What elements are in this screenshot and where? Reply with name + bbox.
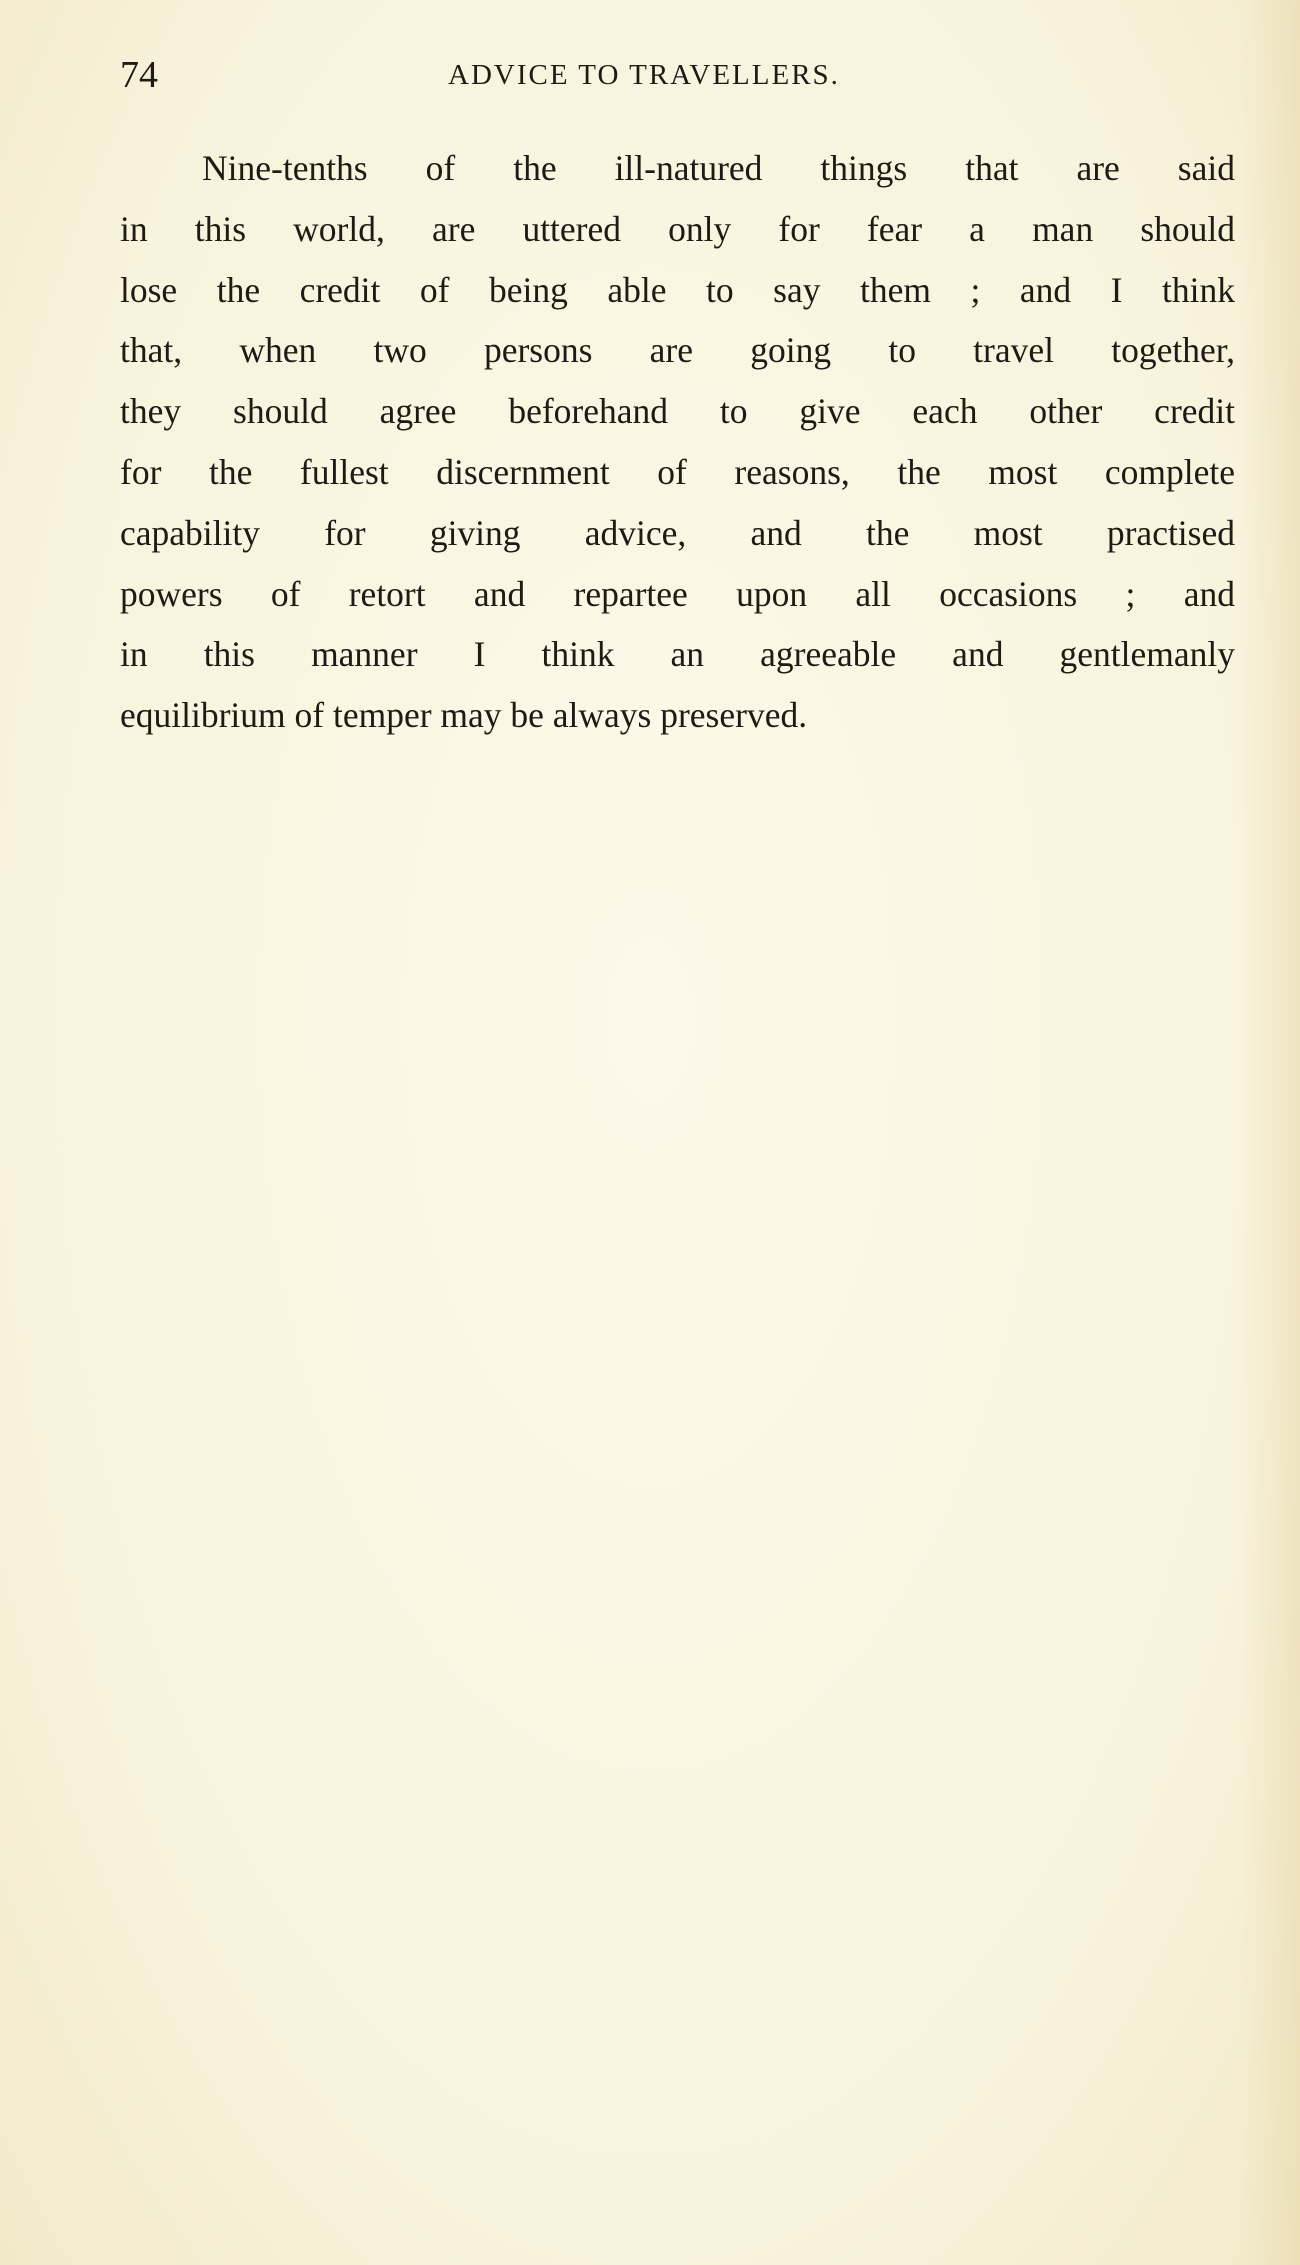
page-number: 74 (120, 54, 158, 96)
page-edge-shading (1240, 0, 1300, 2265)
text-line: in this manner I think an agreeable and gentlemanly (120, 634, 1235, 675)
running-title: ADVICE TO TRAVELLERS. (448, 59, 840, 91)
text-line: capability for giving advice, and the most practised (120, 512, 1235, 553)
text-line: equilibrium of temper may be always preserved. (120, 695, 808, 736)
text-line: they should agree beforehand to give each other credit (120, 391, 1235, 432)
text-line: in this world, are uttered only for fear a man should (120, 208, 1235, 249)
running-head (120, 50, 1235, 100)
body-paragraph (120, 138, 1235, 746)
text-line: Nine-tenths of the ill-natured things that are said (202, 148, 1235, 188)
text-line: that, when two persons are going to travel together, (120, 330, 1235, 371)
text-line: for the fullest discernment of reasons, the most complete (120, 451, 1235, 492)
text-line: lose the credit of being able to say them ; and I think (120, 269, 1235, 310)
text-line: powers of retort and repartee upon all occasions ; and (120, 573, 1235, 614)
